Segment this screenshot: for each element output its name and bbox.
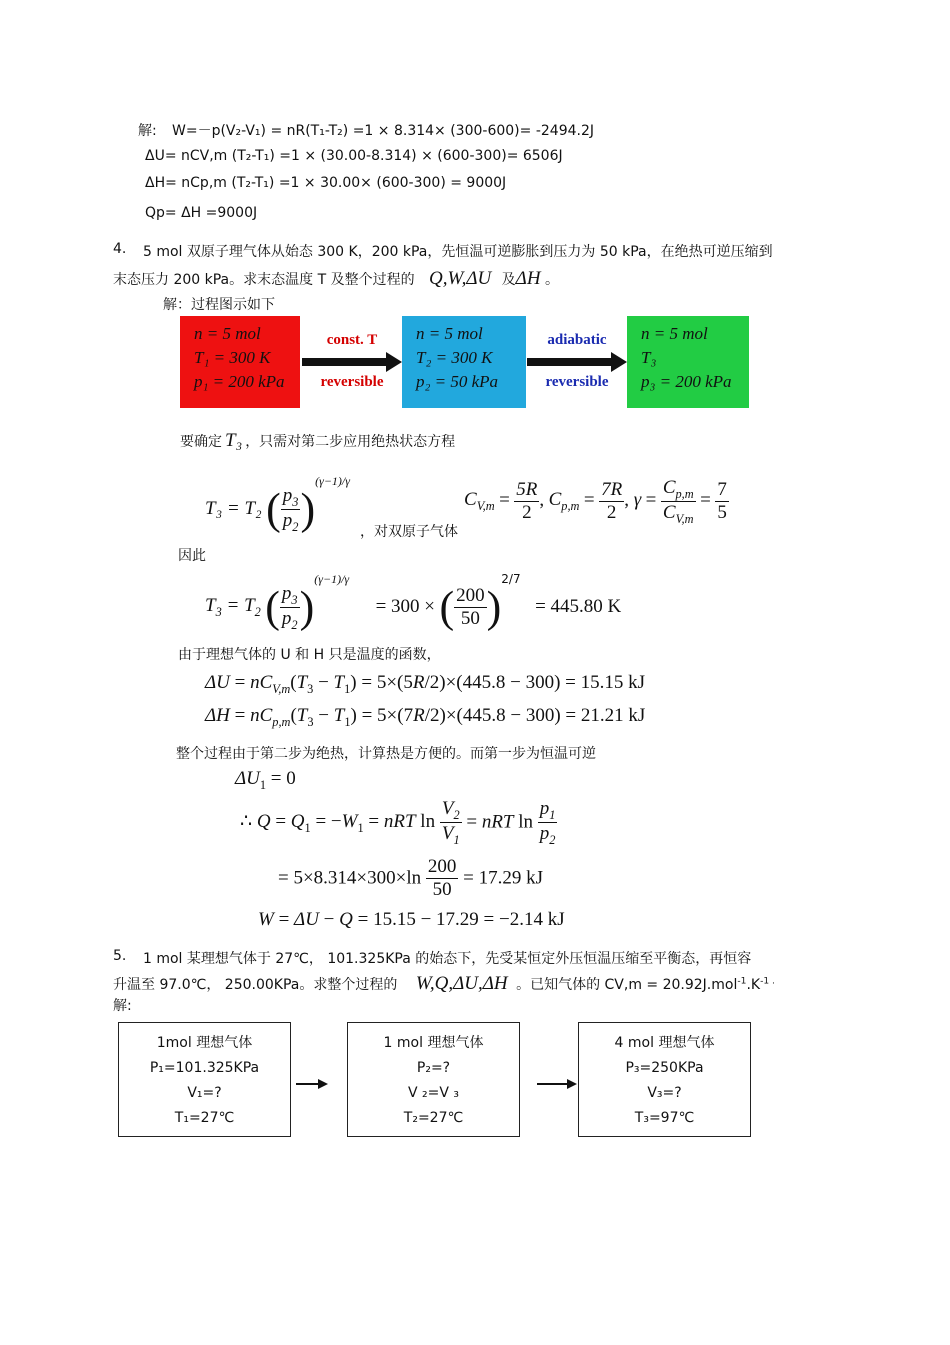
- problem-4-solution-intro: 解：过程图示如下: [163, 297, 275, 313]
- p5-state-3-title: 4 mol 理想气体: [614, 1035, 715, 1051]
- arrow-2-icon: [527, 352, 627, 372]
- state-3-temperature: T₃: [641, 348, 657, 367]
- step-1-text-b: ，只需对第二步应用绝热状态方程: [245, 434, 456, 450]
- p5-state-1-temperature: T₁=27℃: [174, 1110, 235, 1126]
- problem-5-solution-label: 解:: [113, 998, 132, 1014]
- p5-state-1-pressure: P₁=101.325KPa: [149, 1060, 260, 1076]
- state-3-box: [627, 316, 749, 408]
- p5-arrow-2-icon: [537, 1077, 579, 1091]
- p5-state-2-box: [347, 1022, 520, 1137]
- heat-q-line: ∴ $Q = Q_1 = -W_1$ = nRT ln $\frac{V_2}{V_1}$ = nRT ln $\frac{p_1}{p_2}$: [240, 798, 556, 847]
- problem-5-text-line1: 1 mol 某理想气体于 27℃， 101.325KPa 的始态下，先受某恒定外压恒温压缩至平衡态，再恒容: [143, 951, 752, 967]
- delta-h-line: $\Delta H = nC_{p,m}(T_3 - T_1) = 5\times(7R/2)\times(445.8 - 300) = 21.21$ kJ: [205, 705, 646, 729]
- state-3-pressure: p₃ = 200 kPa: [641, 372, 732, 391]
- heat-q-numeric-line: = 5×8.314×300×ln $\frac{200}{50}$ = 17.29 kJ: [278, 856, 543, 900]
- step-1-text: [180, 430, 455, 452]
- work-equation: W=－p(V₂-V₁) = nR(T₁-T₂) =1 × 8.314× (300-600)= -2494.2J: [172, 123, 594, 139]
- arrow-2-top-label: adiabatic: [547, 332, 607, 348]
- state-1-box: [180, 316, 300, 408]
- p5-state-3-box: [578, 1022, 751, 1137]
- delta-u-line: $\Delta U = nC_{V,m}(T_3 - T_1) = 5\times(5R/2)\times(445.8 - 300) = 15.15$ kJ: [205, 672, 646, 696]
- state-2-box: [402, 316, 526, 408]
- delta-u1-line: $\Delta U_1 = 0$: [235, 768, 296, 792]
- p5-state-2-temperature: T₂=27℃: [403, 1110, 464, 1126]
- problem-5-text-a: 升温至 97.0℃， 250.00KPa。求整个过程的: [113, 977, 398, 993]
- p5-state-3-volume: V₃=?: [647, 1085, 682, 1101]
- step-1-symbol: T₃: [225, 430, 243, 451]
- solution-label: 解:: [138, 123, 157, 139]
- problem-5-symbols: W,Q,ΔU,ΔH: [415, 973, 508, 994]
- problem-4-text-a: 末态压力 200 kPa。求末态温度 T 及整个过程的: [113, 272, 415, 288]
- problem-4-text-c: 。: [545, 272, 559, 288]
- work-w-line: W = ΔU − Q = 15.15 − 17.29 = −2.14 kJ: [258, 909, 565, 930]
- state-1-pressure: p₁ = 200 kPa: [194, 372, 285, 391]
- problem-5-number: 5.: [113, 948, 127, 964]
- step-1-text-a: 要确定: [180, 434, 222, 450]
- p5-state-1-box: [118, 1022, 291, 1137]
- p5-state-2-pressure: P₂=?: [416, 1060, 451, 1076]
- state-1-temperature: T₁ = 300 K: [194, 348, 271, 367]
- problem-5-text-d: .K: [746, 977, 761, 993]
- state-2-moles: n = 5 mol: [416, 324, 483, 343]
- adiabatic-comma-text: ，对双原子气体: [360, 524, 458, 540]
- heat-equation: Qp= ΔH =9000J: [145, 205, 258, 221]
- adiabatic-equation: T₃ = T₂ ( $\frac{p_3}{p_2}$ )$^{(\gamma-1)/\gamma}$: [205, 474, 350, 534]
- p5-state-2-title: 1 mol 理想气体: [383, 1035, 484, 1051]
- enthalpy-equation: ΔH= nCp,m (T₂-T₁) =1 × 30.00× (600-300) = 9000J: [145, 175, 507, 191]
- p5-state-1-title: 1mol 理想气体: [156, 1035, 253, 1051]
- p5-state-2-volume: V ₂=V ₃: [407, 1085, 459, 1101]
- arrow-1-bottom-label: reversible: [320, 374, 384, 390]
- state-function-text: 由于理想气体的 U 和 H 只是温度的函数，: [178, 647, 441, 663]
- arrow-2-bottom-label: reversible: [545, 374, 609, 390]
- arrow-1-icon: [302, 352, 402, 372]
- p5-state-3-pressure: P₃=250KPa: [625, 1060, 704, 1076]
- state-2-temperature: T₂ = 300 K: [416, 348, 493, 367]
- problem-4-symbol-dh: ΔH: [515, 268, 541, 289]
- adiabatic-eq-left: T₃ = T₂: [205, 498, 262, 519]
- arrow-1-top-label: const. T: [326, 332, 378, 348]
- problem-4-symbols: Q,W,ΔU: [429, 268, 492, 289]
- p5-arrow-1-icon: [296, 1077, 330, 1091]
- problem-4-number: 4.: [113, 241, 127, 257]
- internal-energy-equation: ΔU= nCV,m (T₂-T₁) =1 × (30.00-8.314) × (600-300)= 6506J: [145, 148, 563, 164]
- heat-explanation-text: 整个过程由于第二步为绝热，计算热是方便的。而第一步为恒温可逆: [176, 746, 596, 762]
- problem-4-text-line1: 5 mol 双原子理气体从始态 300 K，200 kPa，先恒温可逆膨胀到压力为 50 kPa，在绝热可逆压缩到: [143, 244, 773, 260]
- p5-state-3-temperature: T₃=97℃: [634, 1110, 695, 1126]
- problem-5-text-line2: [113, 973, 775, 995]
- problem-5-exp-2: -1 .: [760, 976, 775, 987]
- problem-4-text-line2: [113, 268, 559, 290]
- state-2-pressure: p₂ = 50 kPa: [416, 372, 499, 391]
- p5-state-1-volume: V₁=?: [187, 1085, 222, 1101]
- problem-4-text-b: 及: [501, 272, 516, 288]
- problem-5-exp-1: -1: [737, 976, 747, 987]
- heat-capacity-equation: $C_{V,m}$ = $\frac{5R}{2}$ , $C_{p,m}$ = $\frac{7R}{2}$ , γ = $\frac{C_{p,m}}{C_{V,m}}$ = $\frac{7}{5}$: [464, 477, 727, 526]
- t3-result-equation: $T_3 = T_2$ ( $\frac{p_3}{p_2}$ )$^{(\gamma-1)/\gamma}$ = 300 × ( $\frac{200}{50}$ )$^{2/7}$ = 445.80 K: [205, 572, 622, 632]
- therefore-text: 因此: [178, 548, 206, 564]
- state-1-moles: n = 5 mol: [194, 324, 261, 343]
- problem-5-text-b: 。已知气体的 CV,m = 20.92J.mol: [516, 977, 738, 993]
- state-3-moles: n = 5 mol: [641, 324, 708, 343]
- adiabatic-exponent: (γ−1)/γ: [315, 474, 350, 488]
